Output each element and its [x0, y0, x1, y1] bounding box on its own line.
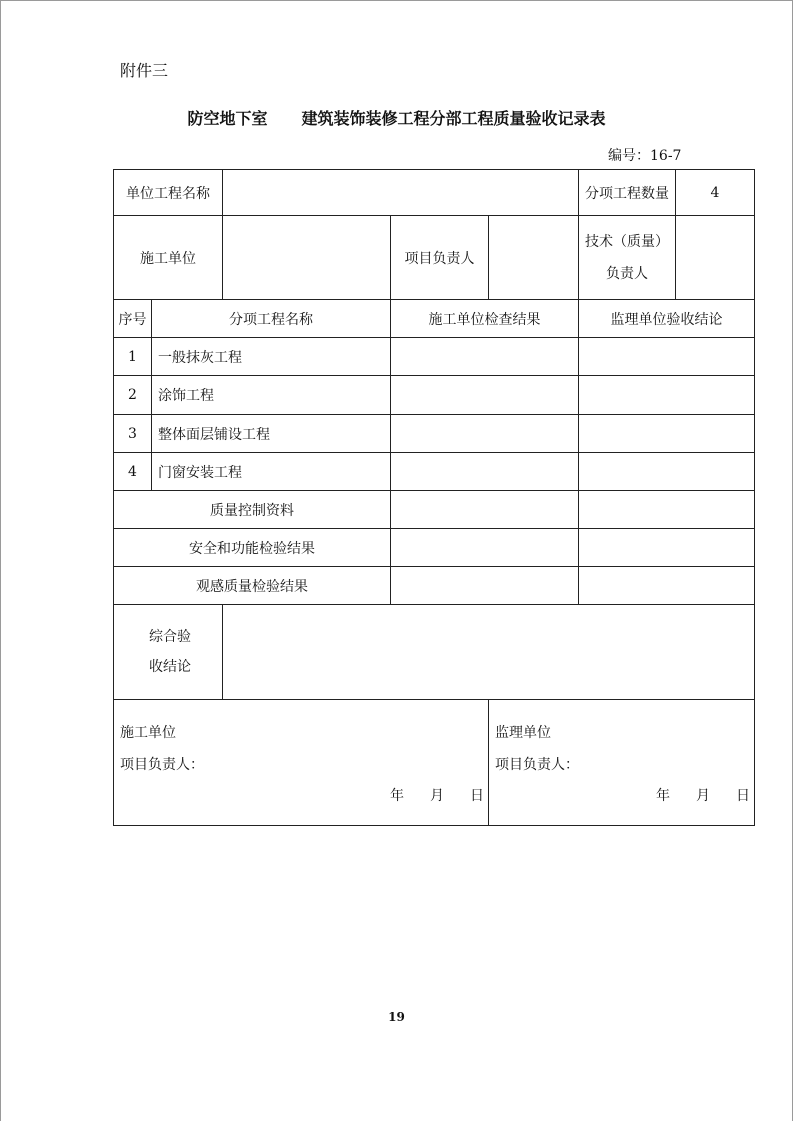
row-seq: 1 [114, 338, 152, 376]
row-subitem-name: 涂饰工程 [152, 376, 391, 415]
quality-control-docs-label: 质量控制资料 [114, 491, 391, 529]
signature-unit-label: 施工单位 [120, 725, 176, 741]
safety-function-check-field[interactable] [391, 529, 579, 567]
row-seq: 4 [114, 453, 152, 491]
tech-quality-manager-label [579, 216, 676, 300]
row-seq: 2 [114, 376, 152, 415]
quality-control-docs-conclusion-field[interactable] [579, 491, 755, 529]
signature-manager-label: 项目负责人： [495, 757, 579, 773]
supervision-signature-block[interactable] [489, 700, 755, 826]
row-subitem-name: 整体面层铺设工程 [152, 415, 391, 453]
appearance-check-field[interactable] [391, 567, 579, 605]
row-construction-check-field[interactable] [391, 376, 579, 415]
tech-quality-manager-field[interactable] [676, 216, 755, 300]
signature-date [656, 785, 750, 805]
unit-project-name-label: 单位工程名称 [114, 170, 223, 216]
date-month: 月 [430, 788, 444, 804]
title-part-2: 建筑装饰装修工程分部工程质量验收记录表 [301, 109, 606, 128]
row-supervision-conclusion-field[interactable] [579, 376, 755, 415]
subitem-count-label: 分项工程数量 [579, 170, 676, 216]
unit-project-name-field[interactable] [223, 170, 579, 216]
overall-conclusion-label [114, 605, 223, 700]
page-number: 19 [388, 1010, 405, 1024]
quality-control-docs-check-field[interactable] [391, 491, 579, 529]
row-supervision-conclusion-field[interactable] [579, 415, 755, 453]
column-header-subitem-name: 分项工程名称 [152, 300, 391, 338]
appearance-results-label: 观感质量检验结果 [114, 567, 391, 605]
appearance-conclusion-field[interactable] [579, 567, 755, 605]
row-construction-check-field[interactable] [391, 415, 579, 453]
column-header-supervision-conclusion: 监理单位验收结论 [579, 300, 755, 338]
row-construction-check-field[interactable] [391, 338, 579, 376]
subitem-count-value[interactable]: 4 [676, 170, 755, 216]
overall-conclusion-field[interactable] [223, 605, 755, 700]
date-year: 年 [656, 788, 671, 804]
overall-label-line-2: 收结论 [149, 659, 191, 675]
project-manager-field[interactable] [489, 216, 579, 300]
tech-label-line-1: 技术（质量） [585, 233, 670, 250]
column-header-construction-check: 施工单位检查结果 [391, 300, 579, 338]
project-manager-label: 项目负责人 [391, 216, 489, 300]
safety-function-results-label: 安全和功能检验结果 [114, 529, 391, 567]
construction-unit-field[interactable] [223, 216, 391, 300]
construction-signature-block[interactable] [114, 700, 489, 826]
row-subitem-name: 一般抹灰工程 [152, 338, 391, 376]
row-seq: 3 [114, 415, 152, 453]
safety-function-conclusion-field[interactable] [579, 529, 755, 567]
date-day: 日 [736, 788, 751, 804]
row-construction-check-field[interactable] [391, 453, 579, 491]
row-subitem-name: 门窗安装工程 [152, 453, 391, 491]
date-year: 年 [390, 788, 404, 804]
signature-date [390, 785, 484, 805]
overall-label-line-1: 综合验 [149, 629, 191, 645]
tech-label-line-2: 负责人 [606, 265, 649, 282]
date-day: 日 [470, 788, 484, 804]
acceptance-record-table [113, 169, 755, 826]
table-row [114, 338, 755, 376]
signature-manager-label: 项目负责人： [120, 757, 204, 773]
title-part-1: 防空地下室 [187, 109, 268, 128]
attachment-label: 附件三 [120, 61, 169, 80]
form-number: 编号：16-7 [608, 148, 682, 164]
signature-unit-label: 监理单位 [495, 725, 551, 741]
table-row [114, 453, 755, 491]
table-row [114, 376, 755, 415]
document-title [0, 106, 793, 129]
row-supervision-conclusion-field[interactable] [579, 338, 755, 376]
column-header-seq: 序号 [114, 300, 152, 338]
date-month: 月 [696, 788, 711, 804]
row-supervision-conclusion-field[interactable] [579, 453, 755, 491]
construction-unit-label: 施工单位 [114, 216, 223, 300]
table-row [114, 415, 755, 453]
